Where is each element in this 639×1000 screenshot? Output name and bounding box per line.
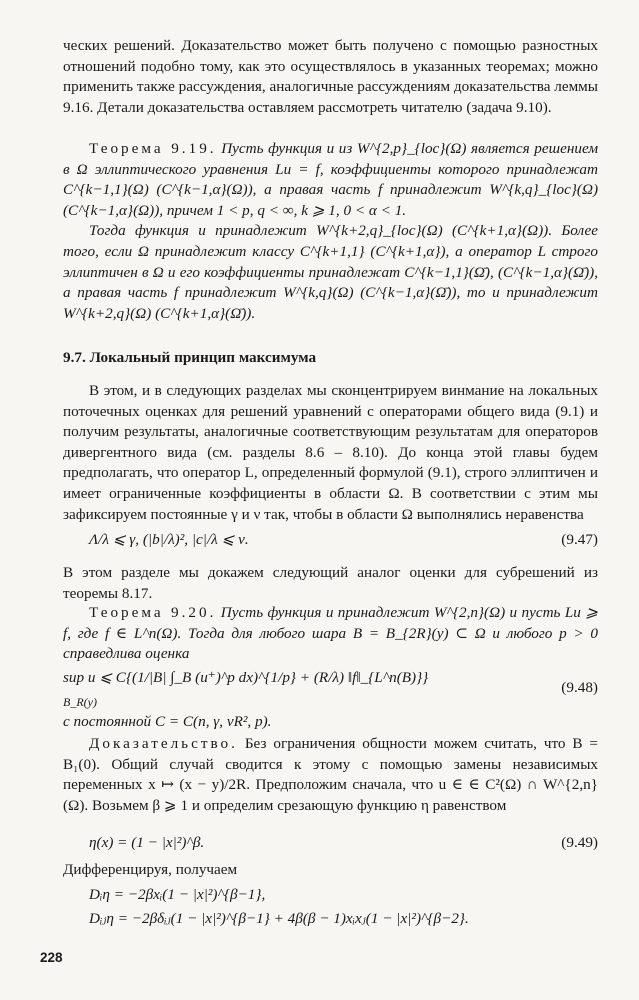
- eq-9-49-body: η(x) = (1 − |x|²)^β.: [89, 834, 205, 851]
- eq-d2-body: Dᵢⱼη = −2βδᵢⱼ(1 − |x|²)^{β−1} + 4β(β − 1)xᵢxⱼ(1 − |x|²)^{β−2}.: [89, 910, 469, 927]
- section-heading: [63, 348, 598, 369]
- theorem-9-20: [63, 603, 598, 665]
- section-title: 9.7. Локальный принцип максимума: [63, 349, 317, 366]
- proof: [63, 734, 598, 816]
- equation-derivative-2: [63, 909, 598, 931]
- constant-line: [63, 712, 598, 733]
- paragraph-analog: [63, 563, 598, 604]
- eq-9-49-number: (9.49): [561, 834, 598, 851]
- equation-9-47: [63, 530, 598, 552]
- eq-9-48-subscript: B_R(y): [63, 695, 97, 709]
- paragraph-intro: [63, 36, 598, 118]
- eq-9-48-number: (9.48): [561, 679, 598, 696]
- page-number: 228: [40, 950, 63, 965]
- eq-9-48-body: sup u ⩽ C{(1/|B| ∫_B (u⁺)^p dx)^{1/p} + (R/λ) ‖f‖_{L^n(B)}}: [63, 669, 429, 686]
- theorem-9-19: [63, 139, 598, 324]
- diff-text: Дифференцируя, получаем: [63, 861, 238, 878]
- eq-d1-body: Dᵢη = −2βxᵢ(1 − |x|²)^{β−1},: [89, 886, 266, 903]
- theorem-9-20-text: Пусть функция u принадлежит W^{2,n}(Ω) и пусть Lu ⩾ f, где f ∈ L^n(Ω). Тогда для любого шара B = B_{2R}(y) ⊂ Ω и любого p > 0 справедлива оценка: [63, 604, 599, 663]
- constant-text: с постоянной C = C(n, γ, νR², p).: [63, 713, 272, 730]
- paragraph-local: [63, 381, 598, 525]
- analog-text: В этом разделе мы докажем следующий аналог оценки для субрешений из теоремы 8.17.: [63, 564, 598, 602]
- differentiation: [63, 860, 598, 881]
- local-text: В этом, и в следующих разделах мы сконцентрируем винмание на локальных поточечных оценках для решений уравнений с операторами общего вида (9.1) и получим результаты, аналогичные соответствующим результатам для операторов дивергентного вида (см. разделы 8.6 – 8.10). До конца этой главы будем предполагать, что оператор L, определенный формулой (9.1), строго эллиптичен и имеет ограниченные коэффициенты в области Ω. В соответствии с этим мы зафиксируем постоянные γ и ν так, чтобы в области Ω выполнялись неравенства: [63, 382, 598, 523]
- equation-derivative-1: [63, 885, 598, 907]
- eq-9-47-number: (9.47): [561, 531, 598, 548]
- proof-label: Доказательство.: [89, 735, 238, 752]
- equation-9-49: [63, 833, 598, 855]
- theorem-9-20-label: Теорема 9.20.: [89, 604, 217, 621]
- eq-9-47-body: Λ/λ ⩽ γ, (|b|/λ)², |c|/λ ⩽ ν.: [89, 531, 249, 548]
- intro-text: ческих решений. Доказательство может быть получено с помощью разностных отношений подобно тому, как это осуществлялось в указанных теоремах; можно применить также рассуждения, аналогичные рассуждениям доказательства леммы 9.16. Детали доказательства оставляем рассмотреть читателю (задача 9.10).: [63, 37, 598, 116]
- theorem-9-19-text: Пусть функция u из W^{2,p}_{loc}(Ω) является решением в Ω эллиптического уравнения Lu = f, коэффициенты которого принадлежат C^{k−1,1}(Ω) (C^{k−1,α}(Ω)), а правая часть f принадлежит W^{k,q}_{loc}(Ω) (C^{k−1,α}(Ω)), причем 1 < p, q < ∞, k ⩾ 1, 0 < α < 1.: [63, 140, 599, 219]
- theorem-9-19-label: Теорема 9.19.: [89, 140, 217, 157]
- proof-text: Без ограничения общности можем считать, что B = B₁(0). Общий случай сводится к этому с помощью замены независимых переменных x ↦ (x − y)/2R. Предположим сначала, что u ∈ ∈ C²(Ω) ∩ W^{2,n}(Ω). Возьмем β ⩾ 1 и определим срезающую функцию η равенством: [63, 735, 599, 814]
- theorem-9-19-text2: Тогда функция u принадлежит W^{k+2,q}_{loc}(Ω) (C^{k+1,α}(Ω)). Более того, если Ω принадлежит классу C^{k+1,1} (C^{k+1,α}), а оператор L строго эллиптичен в Ω и его коэффициенты принадлежат C^{k−1,1}(Ω̄), (C^{k−1,α}(Ω̄)), а правая часть f принадлежит W^{k,q}(Ω) (C^{k−1,α}(Ω̄)), то u принадлежит W^{k+2,q}(Ω) (C^{k+1,α}(Ω̄)).: [63, 222, 598, 322]
